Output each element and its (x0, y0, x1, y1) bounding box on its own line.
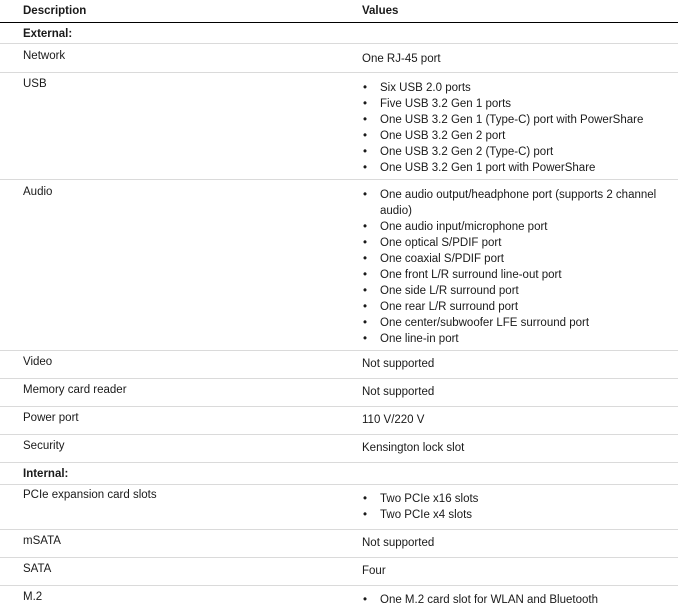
section-row-internal (0, 463, 678, 485)
value-network: One RJ-45 port (362, 53, 441, 65)
value-video: Not supported (362, 358, 435, 370)
table-row-usb (0, 73, 678, 180)
table-row-audio (0, 180, 678, 351)
list-item: • Two PCIe x16 slots (363, 493, 479, 505)
label-sata: SATA (23, 563, 52, 575)
list-item: • Two PCIe x4 slots (363, 509, 473, 521)
value-security: Kensington lock slot (362, 442, 465, 454)
section-heading-external: External: (23, 28, 73, 40)
bullet-icon: • (363, 189, 368, 201)
bullet-icon: • (363, 594, 368, 606)
usb-list (362, 80, 672, 176)
list-item: • One USB 3.2 Gen 2 port (363, 130, 506, 142)
list-item: • One line-in port (363, 333, 459, 345)
list-item: • Six USB 2.0 ports (363, 82, 471, 94)
bullet-icon: • (363, 237, 368, 249)
value-sata: Four (362, 565, 386, 577)
list-item: • One front L/R surround line-out port (363, 269, 562, 281)
label-video: Video (23, 356, 53, 368)
list-item: • One rear L/R surround port (363, 301, 519, 313)
section-row-external (0, 23, 678, 44)
bullet-icon: • (363, 146, 368, 158)
header-description: Description (23, 5, 87, 17)
list-item: • One audio output/headphone port (supports 2 channel audio) (363, 189, 657, 217)
label-pcie: PCIe expansion card slots (23, 489, 157, 501)
list-item: • One USB 3.2 Gen 1 (Type-C) port with PowerShare (363, 114, 644, 126)
list-item: • One USB 3.2 Gen 2 (Type-C) port (363, 146, 554, 158)
bullet-icon: • (363, 301, 368, 313)
table-row-power-port (0, 407, 678, 435)
list-item: • One center/subwoofer LFE surround port (363, 317, 590, 329)
label-usb: USB (23, 78, 47, 90)
list-item: • One M.2 card slot for WLAN and Bluetooth (363, 594, 598, 606)
table-row-sata (0, 558, 678, 586)
bullet-icon: • (363, 114, 368, 126)
list-item: • One optical S/PDIF port (363, 237, 502, 249)
label-security: Security (23, 440, 65, 452)
label-memory-card-reader: Memory card reader (23, 384, 127, 396)
table-row-pcie (0, 485, 678, 530)
pcie-list (362, 491, 672, 523)
list-item: • One USB 3.2 Gen 1 port with PowerShare (363, 162, 596, 174)
bullet-icon: • (363, 317, 368, 329)
table-row-video (0, 351, 678, 379)
bullet-icon: • (363, 130, 368, 142)
table-row-msata (0, 530, 678, 558)
table-header (0, 0, 678, 23)
header-values: Values (362, 5, 399, 17)
value-msata: Not supported (362, 537, 435, 549)
bullet-icon: • (363, 269, 368, 281)
list-item: • One coaxial S/PDIF port (363, 253, 504, 265)
bullet-icon: • (363, 285, 368, 297)
label-msata: mSATA (23, 535, 61, 547)
list-item: • One side L/R surround port (363, 285, 519, 297)
section-heading-internal: Internal: (23, 468, 69, 480)
list-item: • One audio input/microphone port (363, 221, 548, 233)
m2-list (362, 592, 672, 608)
table-row-security (0, 435, 678, 463)
value-power-port: 110 V/220 V (362, 414, 425, 426)
table-row-m2 (0, 586, 678, 615)
bullet-icon: • (363, 82, 368, 94)
bullet-icon: • (363, 253, 368, 265)
bullet-icon: • (363, 333, 368, 345)
bullet-icon: • (363, 98, 368, 110)
bullet-icon: • (363, 493, 368, 505)
bullet-icon: • (363, 162, 368, 174)
label-power-port: Power port (23, 412, 79, 424)
label-audio: Audio (23, 186, 53, 198)
table-row-network (0, 44, 678, 73)
list-item: • Five USB 3.2 Gen 1 ports (363, 98, 512, 110)
bullet-icon: • (363, 509, 368, 521)
table-row-memory-card-reader (0, 379, 678, 407)
audio-list (362, 187, 672, 347)
bullet-icon: • (363, 221, 368, 233)
label-m2: M.2 (23, 591, 43, 603)
value-memory-card-reader: Not supported (362, 386, 435, 398)
label-network: Network (23, 50, 66, 62)
